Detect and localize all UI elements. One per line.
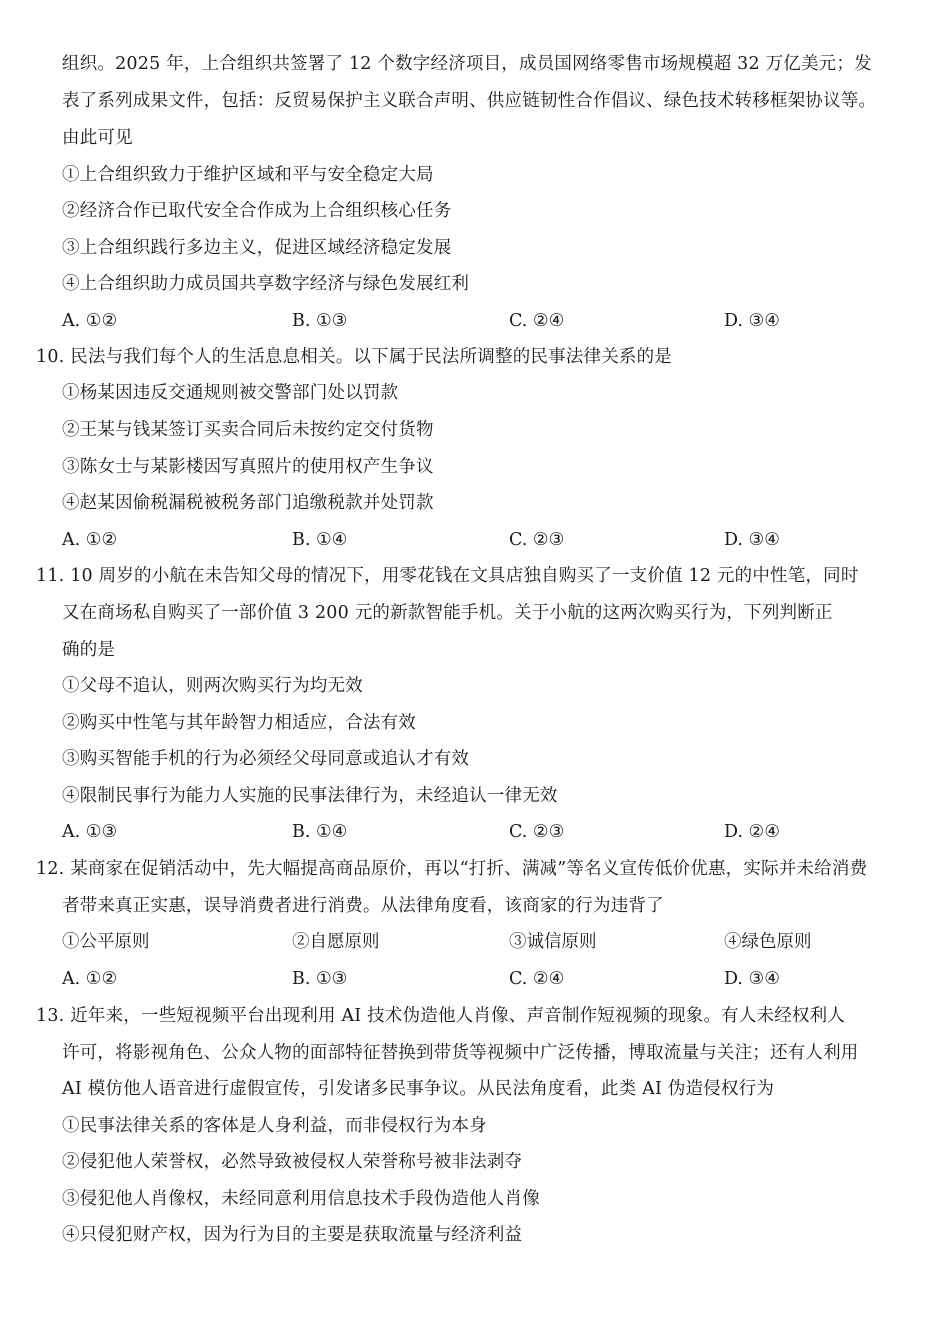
question-12-item: ①公平原则 (62, 932, 150, 952)
question-9-option-b[interactable]: B. ①③ (292, 311, 348, 331)
question-10-option-d[interactable]: D. ③④ (724, 530, 780, 550)
question-13-stem-line: AI 模仿他人语音进行虚假宣传，引发诸多民事争议。从民法角度看，此类 AI 伪造侵权行为 (62, 1079, 775, 1099)
question-9-item: ③上合组织践行多边主义，促进区域经济稳定发展 (62, 238, 452, 258)
question-10-item: ①杨某因违反交通规则被交警部门处以罚款 (62, 383, 399, 403)
question-13-item: ①民事法律关系的客体是人身利益，而非侵权行为本身 (62, 1116, 487, 1136)
question-9-option-c[interactable]: C. ②④ (509, 311, 565, 331)
question-11-item: ①父母不追认，则两次购买行为均无效 (62, 676, 363, 696)
question-11-stem-line: 又在商场私自购买了一部价值 3 200 元的新款智能手机。关于小航的这两次购买行为，下列判断正 (62, 603, 833, 623)
question-13-item: ③侵犯他人肖像权，未经同意利用信息技术手段伪造他人肖像 (62, 1189, 540, 1209)
question-9-stem-line: 表了系列成果文件，包括：反贸易保护主义联合声明、供应链韧性合作倡议、绿色技术转移框架协议等。 (62, 91, 877, 111)
question-9-stem-line: 组织。2025 年，上合组织共签署了 12 个数字经济项目，成员国网络零售市场规模超 32 万亿美元；发 (62, 54, 872, 74)
question-11-item: ④限制民事行为能力人实施的民事法律行为，未经追认一律无效 (62, 786, 558, 806)
question-11-option-b[interactable]: B. ①④ (292, 822, 348, 842)
question-10-item: ④赵某因偷税漏税被税务部门追缴税款并处罚款 (62, 493, 434, 513)
question-11-option-d[interactable]: D. ②④ (724, 822, 780, 842)
question-10-item: ②王某与钱某签订买卖合同后未按约定交付货物 (62, 420, 434, 440)
question-11-option-a[interactable]: A. ①③ (62, 822, 118, 842)
question-12-item: ②自愿原则 (292, 932, 380, 952)
question-12-item: ③诚信原则 (509, 932, 597, 952)
question-11-stem-line: 11. 10 周岁的小航在未告知父母的情况下，用零花钱在文具店独自购买了一支价值 12 元的中性笔，同时 (36, 566, 859, 586)
question-10-option-a[interactable]: A. ①② (62, 530, 118, 550)
question-13-stem-line: 13. 近年来，一些短视频平台出现利用 AI 技术伪造他人肖像、声音制作短视频的现象。有人未经权利人 (36, 1006, 846, 1026)
question-12-stem-line: 12. 某商家在促销活动中，先大幅提高商品原价，再以“打折、满减”等名义宣传低价优惠，实际并未给消费 (36, 859, 868, 879)
question-12-stem-line: 者带来真正实惠，误导消费者进行消费。从法律角度看，该商家的行为违背了 (62, 896, 664, 916)
question-12-item: ④绿色原则 (724, 932, 812, 952)
question-13-item: ④只侵犯财产权，因为行为目的主要是获取流量与经济利益 (62, 1225, 523, 1245)
question-11-item: ②购买中性笔与其年龄智力相适应，合法有效 (62, 713, 416, 733)
question-12-option-c[interactable]: C. ②④ (509, 969, 565, 989)
question-9-item: ②经济合作已取代安全合作成为上合组织核心任务 (62, 201, 452, 221)
question-11-stem-line: 确的是 (62, 640, 116, 660)
question-10-item: ③陈女士与某影楼因写真照片的使用权产生争议 (62, 457, 434, 477)
question-13-stem-line: 许可，将影视角色、公众人物的面部特征替换到带货等视频中广泛传播，博取流量与关注；还有人利用 (62, 1043, 859, 1063)
question-10-option-c[interactable]: C. ②③ (509, 530, 565, 550)
question-12-option-d[interactable]: D. ③④ (724, 969, 780, 989)
question-12-option-b[interactable]: B. ①③ (292, 969, 348, 989)
question-10-stem-line: 10. 民法与我们每个人的生活息息相关。以下属于民法所调整的民事法律关系的是 (36, 347, 672, 367)
question-9-item: ④上合组织助力成员国共享数字经济与绿色发展红利 (62, 274, 470, 294)
question-9-item: ①上合组织致力于维护区域和平与安全稳定大局 (62, 165, 434, 185)
question-11-item: ③购买智能手机的行为必须经父母同意或追认才有效 (62, 749, 470, 769)
question-9-stem-line: 由此可见 (62, 128, 133, 148)
question-10-option-b[interactable]: B. ①④ (292, 530, 348, 550)
question-13-item: ②侵犯他人荣誉权，必然导致被侵权人荣誉称号被非法剥夺 (62, 1152, 523, 1172)
question-11-option-c[interactable]: C. ②③ (509, 822, 565, 842)
question-9-option-d[interactable]: D. ③④ (724, 311, 780, 331)
question-9-option-a[interactable]: A. ①② (62, 311, 118, 331)
question-12-option-a[interactable]: A. ①② (62, 969, 118, 989)
